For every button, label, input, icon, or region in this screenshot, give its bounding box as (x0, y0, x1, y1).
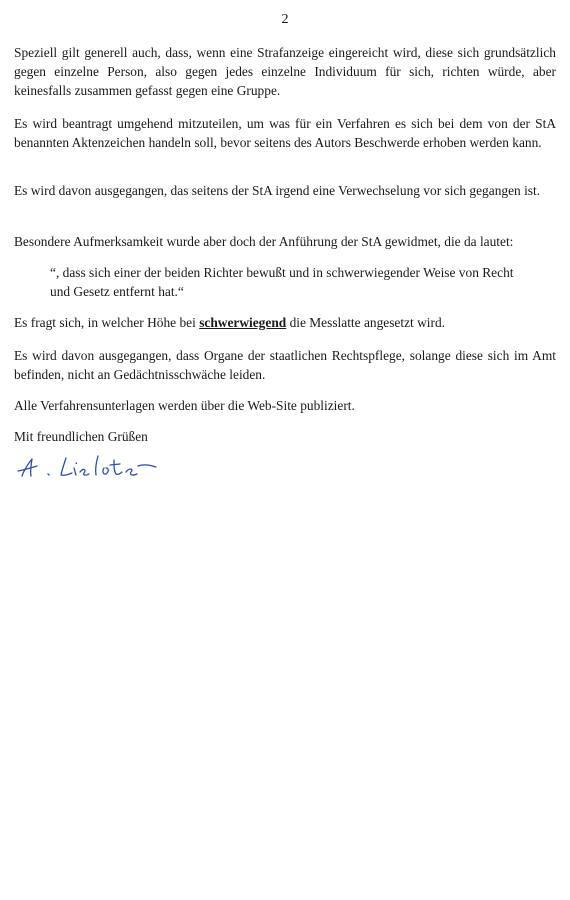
paragraph-anfuehrung: Besondere Aufmerksamkeit wurde aber doch der Anführung der StA gewidmet, die da lautet: (14, 234, 514, 249)
quoted-statement: “, dass sich einer der beiden Richter bewußt und in schwerwiegender Weise von Recht und Gesetz entfernt hat.“ (50, 265, 514, 299)
paragraph-rechtspflege: Es wird davon ausgegangen, dass Organe der staatlichen Rechtspflege, solange diese sich im Amt befinden, nicht an Gedächtnisschwäche leiden. (14, 348, 556, 382)
paragraph-messlatte-end: die Messlatte angesetzt wird. (286, 315, 445, 330)
handwritten-signature (10, 446, 170, 484)
paragraph-antrag: Es wird beantragt umgehend mitzuteilen, um was für ein Verfahren es sich bei dem von der StA benannten Aktenzeichen handeln soll, bevor seitens des Autors Beschwerde erhoben werden kann. (14, 116, 556, 150)
paragraph-verwechselung: Es wird davon ausgegangen, das seitens der StA irgend eine Verwechselung vor sich gegangen ist. (14, 183, 541, 198)
emphasized-word: schwerwiegend (199, 315, 287, 330)
closing-salutation: Mit freundlichen Grüßen (14, 429, 148, 444)
paragraph-messlatte-start: Es fragt sich, in welcher Höhe bei (14, 315, 200, 330)
paragraph-messlatte (14, 313, 556, 332)
paragraph-strafanzeige: Speziell gilt generell auch, dass, wenn eine Strafanzeige eingereicht wird, diese sich grundsätzlich gegen einzelne Person, also gegen jedes einzelne Individuum für sich, richten würde, aber keinesfalls zusammen gefasst gegen eine Gruppe. (14, 45, 556, 98)
signature-strokes (18, 456, 156, 476)
page-number: 2 (281, 12, 289, 27)
paragraph-publikation: Alle Verfahrensunterlagen werden über die Web-Site publiziert. (14, 398, 355, 413)
